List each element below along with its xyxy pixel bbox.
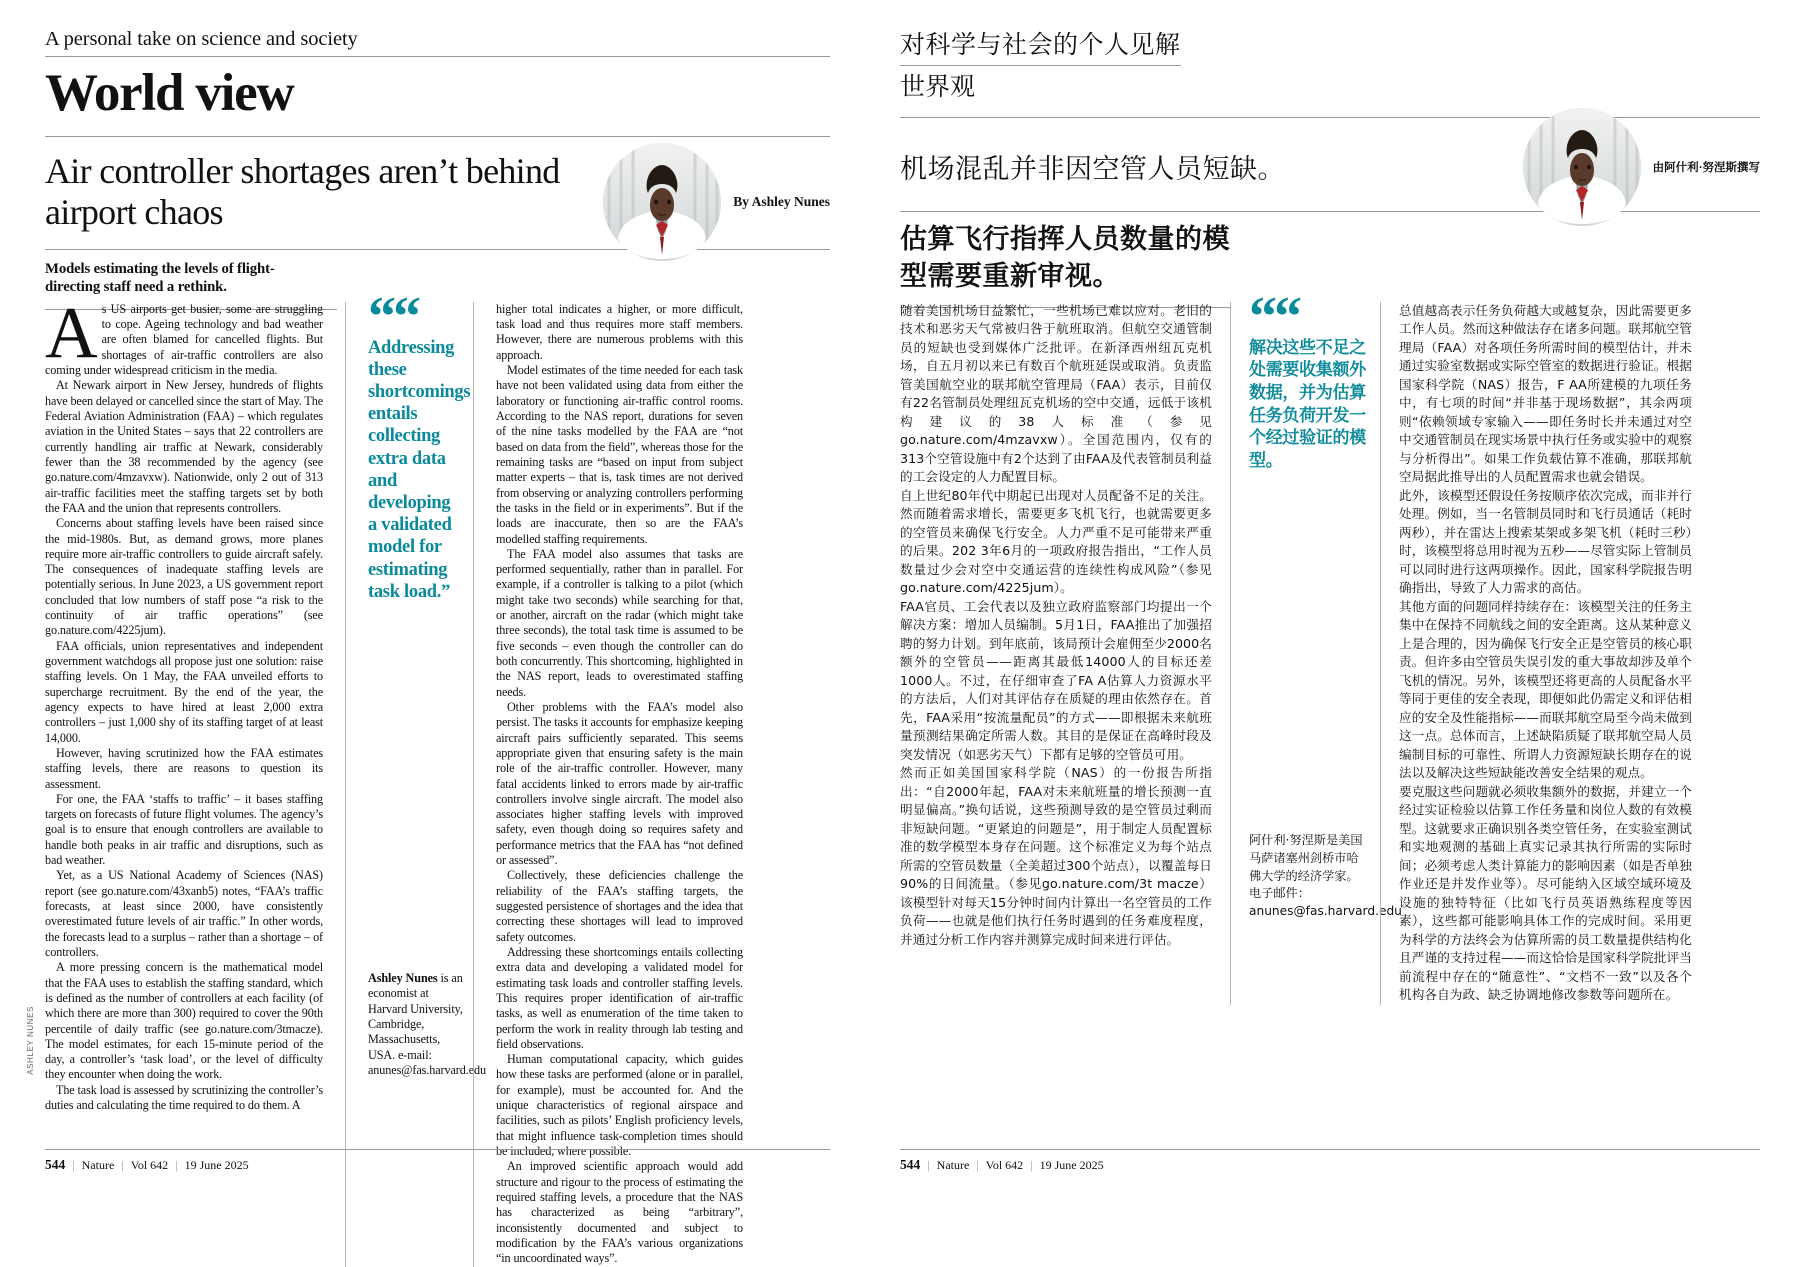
paragraph-text: However, having scrutinized how the FAA estimates staffing levels, there are reasons to question its assessment. <box>45 745 323 791</box>
cn-byline-block <box>1420 108 1760 226</box>
paragraph <box>45 1083 323 1114</box>
paragraph-text: At Newark airport in New Jersey, hundreds of flights have been delayed or cancelled since the start of May. The Federal Aviation Administration (FAA) – which regulates aviation in the United States – says that 22 controllers are currently handling air traffic at Newark, considerably fewer than the 38 recommended by the agency (see go.nature.com/4mzavxw). Nationwide, only 2 out of 313 air-traffic facilities meet the staffing targets set by both the FAA and the union that represents controllers. <box>45 378 323 515</box>
cn-column-1 <box>900 302 1230 1005</box>
paragraph-text: FAA官员、工会代表以及独立政府监察部门均提出一个解决方案：增加人员编制。5月1日，FAA推出了加强招聘的努力计划。到年底前，该局预计会雇佣至少2000名额外的空管员——距离其最低14000人的目标还差1000人。不过，在仔细审查了FA A估算人力资源水平的方法后，人们对其评估存在质疑的理由依然存在。首先，FAA采用“按流量配员”的方式——即根据未来航班量预测结果确定所需人数。其目的是保证在高峰时段及突发情况（如恶劣天气）下都有足够的空管员可用。 <box>900 598 1212 762</box>
author-bio-text: is an economist at Harvard University, Cambridge, Massachusetts, USA. e-mail: anunes@fas.harvard.edu <box>368 970 486 1078</box>
paragraph-text: 其他方面的问题同样持续存在：该模型关注的任务主集中在保持不同航线之间的安全距离。这从某种意义上是合理的，因为确保飞行安全正是空管员的核心职责。但许多由空管员失误引发的重大事故却涉及单个飞机的情况。另外，该模型还将更高的人员配备水平等同于更佳的安全表现，即便如此仍需定义和评估相应的安全及性能指标——而联邦航空局至今尚未做到这一点。总体而言，上述缺陷质疑了联邦航空局人员编制目标的可靠性、所谓人力资源短缺长期存在的说法以及解决这些短缺能改善安全结果的观点。 <box>1399 598 1692 781</box>
page-footer <box>45 1149 830 1173</box>
cn-headline-row <box>900 118 1760 187</box>
column-2-pullquote <box>345 285 486 1267</box>
paragraph <box>496 1052 743 1159</box>
paragraph-text: An improved scientific approach would add structure and rigour to the process of estimating the required staffing levels, a procedure that the NAS has characterized as being “arbitrary”, inconsistently documented and subject to modification by the FAA’s various organizations “in uncoordinated ways”. <box>496 1159 743 1266</box>
paragraph-text: Other problems with the FAA’s model also persist. The tasks it accounts for emphasize keeping aircraft pairs sufficiently separated. This seems appropriate given that ensuring safety is the main role of the air-traffic controller. However, many fatal accidents linked to errors made by air-traffic controllers involve single aircraft. The model also associates higher staffing levels with improved safety, even though doing so requires safety and performance metrics that the FAA has “not defined or assessed”. <box>496 699 743 868</box>
paragraph-text: Concerns about staffing levels have been raised since the mid-1980s. But, as demand grows, more planes require more air-traffic controllers to guide aircraft safely. The consequences of inadequate staffing levels are potentially serious. In June 2023, a US government report concluded that low numbers of staff pose “a risk to the continuity of air traffic operations” (see go.nature.com/4225jum). <box>45 516 323 638</box>
paragraph <box>45 639 323 746</box>
paragraph <box>45 746 323 792</box>
paragraph-text: For one, the FAA ‘staffs to traffic’ – it bases staffing targets on forecasts of future flight volumes. The agency’s goal is to ensure that enough controllers are available to handle both peaks in air traffic and disruptions, such as bad weather. <box>45 791 323 868</box>
cn-section-kicker: 对科学与社会的个人见解 <box>900 28 1181 66</box>
cn-author-bio: 阿什利·努涅斯是美国马萨诸塞州剑桥市哈佛大学的经济学家。电子邮件：anunes@fas.harvard.edu <box>1249 833 1402 919</box>
paragraph <box>496 868 743 945</box>
paragraph <box>496 1159 743 1266</box>
footer-separator: | <box>976 1158 979 1172</box>
paragraph-text: Addressing these shortcomings entails collecting extra data and developing a validated model for estimating task loads and controller staffing levels. This requires proper identification of air-traffic tasks, as well as enumeration of the time taken to perform the work in reality through lab testing and field observations. <box>496 944 743 1051</box>
paragraph-text: 总值越高表示任务负荷越大或越复杂，因此需要更多工作人员。然而这种做法存在诸多问题。联邦航空管理局（FAA）对各项任务所需时间的模型估计，并未通过实验室数据或实际空管室的数据进行验证。根据国家科学院（NAS）报告，F AA所建模的九项任务中，有七项的时间“并非基于现场数据”，其余两项则“依赖领域专家输入——即任务时长并未通过对空中交通管制员在现实场景中执行任务或实验中的观察与分析得出”。如果工作负载估算不准确，那联邦航空局据此推导出的人员配置需求也就会错误。 <box>1399 302 1692 485</box>
paragraph-text: 自上世纪80年代中期起已出现对人员配备不足的关注。然而随着需求增长，需要更多飞机飞行，也就需要更多的空管员来确保飞行安全。人力严重不足可能带来严重的后果。202 3年6月的一项政府报告指出，“工作人员数量过少会对空中交通运营的连续性构成风险”（参见go.nature.com/4225jum）。 <box>900 487 1212 596</box>
cn-brand-title: 世界观 <box>900 71 976 101</box>
page-chinese <box>860 0 1800 1195</box>
paragraph <box>1399 302 1692 487</box>
paragraph <box>900 598 1212 765</box>
article-columns <box>45 285 830 1267</box>
cn-author-portrait <box>1523 108 1641 226</box>
cn-deck-row <box>900 212 1760 308</box>
cn-quote-mark-icon: ““ <box>1249 285 1299 348</box>
paragraph <box>1399 783 1692 1005</box>
paragraph-text: The task load is assessed by scrutinizing the controller’s duties and calculating the time required to do them. A <box>45 1082 323 1113</box>
paragraph-text: s US airports get busier, some are struggling to cope. Ageing technology and bad weather are often blamed for cancelled flights. But shortages of air-traffic controllers are also coming under widespread criticism in the media. <box>45 301 323 378</box>
paragraph-text: The FAA model also assumes that tasks are performed sequentially, rather than in parallel. For example, if a controller is talking to a pilot (which might take two seconds) while searching for that, or another, aircraft on the radar (which might take three seconds), the total task time is assumed to be five seconds – even though the controller can do both concurrently. This shortcoming, highlighted in the NAS report, leads to overestimated staffing needs. <box>496 546 743 699</box>
paragraph <box>45 291 323 379</box>
paragraph <box>45 516 323 639</box>
photo-credit: ASHLEY NUNES <box>26 1006 35 1075</box>
paragraph-text: Model estimates of the time needed for each task have not been validated using data from either the laboratory or functioning air-traffic control rooms. According to the NAS report, durations for seven of the nine tasks modelled by the FAA are “not based on data from the field”, whereas those for the remaining tasks are “based on input from subject matter experts – that is, task times are not derived from observing or analyzing controllers performing the tasks in the field or in experiments”. But if the loads are inaccurate, then so are the FAA’s modelled staffing requirements. <box>496 363 743 546</box>
paragraph-text: FAA officials, union representatives and independent government watchdogs all propose just one solution: raise staffing levels. On 1 May, the FAA unveiled efforts to supercharge recruitment. By the end of the year, the agency expects to have hired at least 2,000 extra controllers – just 1,000 shy of its staffing target of at least 14,000. <box>45 638 323 745</box>
author-bio <box>368 970 486 1079</box>
journal-name: Nature <box>81 1158 115 1172</box>
cn-standfirst: 估算飞行指挥人员数量的模型需要重新审视。 <box>900 224 1230 292</box>
kicker-row <box>45 28 830 57</box>
author-bio-name: Ashley Nunes <box>368 970 438 985</box>
cn-journal-name: Nature <box>936 1158 970 1172</box>
paragraph <box>496 302 743 363</box>
cn-page-footer <box>900 1149 1760 1173</box>
paragraph-text: higher total indicates a higher, or more difficult, task load and thus requires more staff members. However, there are numerous problems with this approach. <box>496 301 743 362</box>
paragraph <box>496 547 743 700</box>
cn-page-number: 544 <box>900 1157 921 1172</box>
cn-header-row <box>900 28 1760 117</box>
cn-header-left <box>900 28 1760 117</box>
volume-label: Vol 642 <box>130 1158 169 1172</box>
footer-separator: | <box>121 1158 124 1172</box>
issue-date: 19 June 2025 <box>184 1158 249 1172</box>
cn-article-headline: 机场混乱并非因空管人员短缺。 <box>900 154 1285 185</box>
cn-column-2-pullquote <box>1230 285 1402 1005</box>
footer-separator: | <box>72 1158 75 1172</box>
column-1 <box>45 291 345 1267</box>
paragraph-text: A more pressing concern is the mathematical model that the FAA uses to establish the staffing standard, which is defined as the number of controllers at each facility (of which there are more than 300) required to cover the 90th percentile of daily traffic (see go.nature.com/3tmacze). The model estimates, for each 15-minute period of the day, a controller’s ‘task load’, or the level of difficulty they encounter when doing the work. <box>45 960 323 1082</box>
footer-separator: | <box>1030 1158 1033 1172</box>
drop-cap: A <box>45 291 98 373</box>
footer-separator: | <box>927 1158 930 1172</box>
paragraph <box>45 792 323 869</box>
column-1-body <box>45 291 323 1114</box>
footer-separator: | <box>175 1158 178 1172</box>
paragraph <box>1399 598 1692 783</box>
standfirst: Models estimating the levels of flight-directing staff need a rethink. <box>45 260 275 296</box>
cn-column-3 <box>1380 302 1710 1005</box>
cn-pull-quote: 解决这些不足之处需要收集额外数据，并为估算任务负荷开发一个经过验证的模型。 <box>1249 337 1366 471</box>
paragraph-text: 此外，该模型还假设任务按顺序依次完成，而非并行处理。例如，当一名管制员同时和飞行员通话（耗时两秒），并在雷达上搜索某架或多架飞机（耗时三秒）时，该模型将总用时视为五秒——尽管实际上管制员可以同时进行这两项操作。因此，国家科学院报告明确指出，导致了人力需求的高估。 <box>1399 487 1692 596</box>
page-english <box>0 0 860 1266</box>
byline-block <box>490 143 830 261</box>
brand-title: World view <box>45 64 294 122</box>
paragraph <box>900 302 1212 487</box>
section-kicker: A personal take on science and society <box>45 28 358 50</box>
author-byline: By Ashley Nunes <box>733 194 830 210</box>
author-portrait <box>603 143 721 261</box>
paragraph <box>496 945 743 1052</box>
paragraph <box>900 764 1212 949</box>
quote-mark-icon: ““ <box>368 285 418 348</box>
paragraph-text: 要克服这些问题就必须收集额外的数据，并建立一个经过实证检验以估算工作任务量和岗位人数的有效模型。这就要求正确识别各类空管任务，在实验室测试和实地观测的基础上真实记录其执行所需的实际时间；必须考虑人类计算能力的影响因素（如是否单独作业还是并发作业等）。尽可能纳入区域空域环境及设施的独特特征（比如飞行员英语熟练程度等因素），这些都可能影响具体工作的完成时间。采用更为科学的方法终会为估算所需的员工数量提供结构化且严谨的支持过程——而这恰恰是国家科学院批评当前流程中存在的“随意性”、“文档不一致”以及各个机构各自为政、缺乏协调地修改参数等问题所在。 <box>1399 783 1692 1003</box>
cn-column-3-body <box>1399 302 1692 1005</box>
cn-author-byline: 由阿什利·努涅斯撰写 <box>1652 162 1760 174</box>
paragraph-text: Human computational capacity, which guides how these tasks are performed (alone or in parallel, for example), must be accounted for. And the unique characteristics of regional airspace and facilities, such as pilots’ English proficiency levels, that might influence task-completion times should be included, where possible. <box>496 1052 743 1159</box>
cn-article-columns <box>900 285 1760 1005</box>
paragraph <box>45 378 323 516</box>
cn-volume-label: Vol 642 <box>985 1158 1024 1172</box>
cn-issue-date: 19 June 2025 <box>1039 1158 1104 1172</box>
article-headline: Air controller shortages aren’t behind airport chaos <box>45 151 560 232</box>
paragraph <box>1399 487 1692 598</box>
page-number: 544 <box>45 1157 66 1172</box>
paragraph-text: 然而正如美国国家科学院（NAS）的一份报告所指出：“自2000年起，FAA对未来航班量的增长预测一直明显偏高。”换句话说，这些预测导致的是空管员过剩而非短缺问题。“更紧迫的问题是”，用于制定人员配置标准的数学模型本身存在问题。这个标准定义为每个站点所需的空管员数量（全美超过300个站点），以覆盖每日90%的日间流量。（参见go.nature.com/3t macze）该模型针对每天15分钟时间内计算出一名空管员的工作负荷——也就是他们执行任务时遇到的任务难度程度，并通过分析工作内容并测算完成时间来进行评估。 <box>900 765 1212 947</box>
paragraph <box>496 700 743 868</box>
paragraph <box>45 960 323 1083</box>
cn-column-1-body <box>900 302 1212 950</box>
brand-row <box>45 57 830 137</box>
paragraph-text: 随着美国机场日益繁忙，一些机场已难以应对。老旧的技术和恶劣天气常被归咎于航班取消。但航空交通管制员的短缺也受到媒体广泛批评。在新泽西州纽瓦克机场，自五月初以来已有数百个航班延误或取消。负责监管美国航空业的联邦航空管理局（FAA）表示，目前仅有22名管制员处理纽瓦克机场的空中交通，远低于该机构建议的38人标准（参见go.nature.com/4mzavxw）。全国范围内，仅有的313个空管设施中有2个达到了由FAA及代表管制员利益的工会设定的人力配置目标。 <box>900 302 1212 485</box>
paragraph-text: Yet, as a US National Academy of Sciences (NAS) report (see go.nature.com/43xanb5) notes, “FAA’s traffic forecasts, at least since 2000, have consistently overestimated future levels of air traffic.” In other words, the forecasts lead to a surplus – rather than a shortage – of controllers. <box>45 868 323 959</box>
paragraph-text: Collectively, these deficiencies challenge the reliability of the FAA’s staffing targets, the suggested persistence of shortages and the idea that correcting these shortages will lead to improved safety outcomes. <box>496 868 743 944</box>
headline-row <box>45 137 830 232</box>
paragraph <box>45 868 323 960</box>
paragraph <box>496 363 743 547</box>
column-3 <box>473 302 765 1267</box>
column-3-body <box>496 302 743 1267</box>
paragraph <box>900 487 1212 598</box>
pull-quote: Addressing these shortcomings entails collecting extra data and developing a validated model for estimating task load.” <box>368 337 471 602</box>
